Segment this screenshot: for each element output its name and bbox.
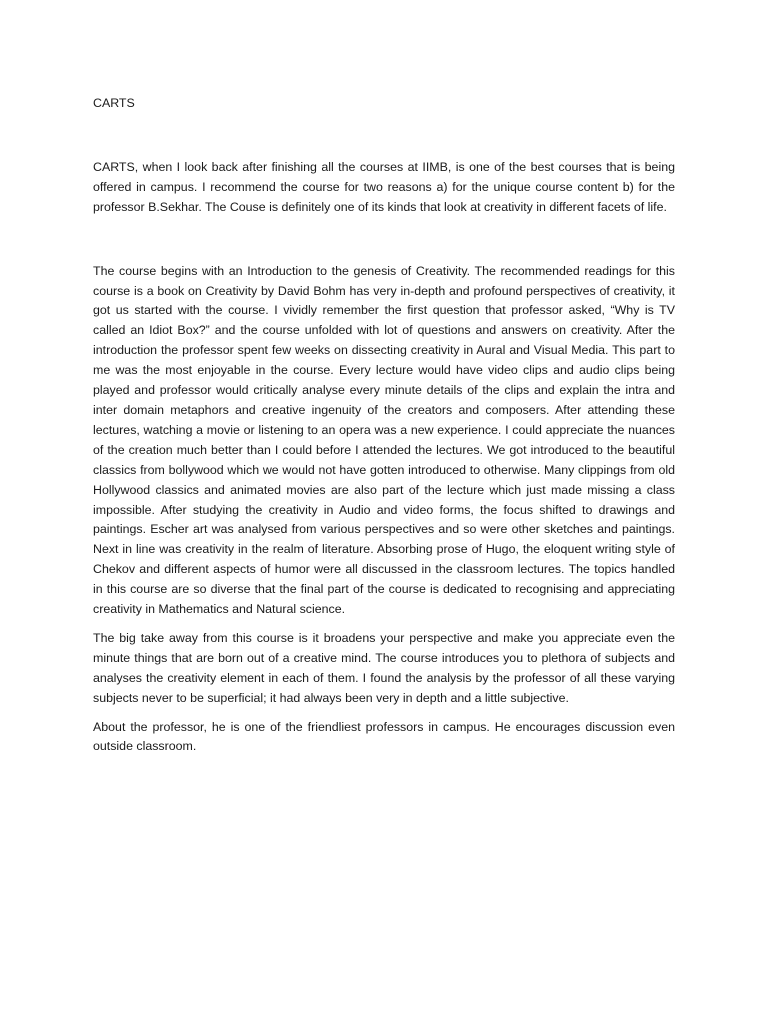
intro-paragraph: CARTS, when I look back after finishing all the courses at IIMB, is one of the best courses that is being offered in campus. I recommend the course for two reasons a) for the unique course content b) for the professor B.Sekhar. The Couse is definitely one of its kinds that look at creativity in different facets of life. xyxy=(93,159,675,214)
document-page xyxy=(93,94,675,757)
professor-paragraph: About the professor, he is one of the friendliest professors in campus. He encourages discussion even outside classroom. xyxy=(93,719,675,754)
takeaway-paragraph: The big take away from this course is it broadens your perspective and make you appreciate even the minute things that are born out of a creative mind. The course introduces you to plethora of subjects and analyses the creativity element in each of them. I found the analysis by the professor of all these varying subjects never to be superficial; it had always been very in depth and a little subjective. xyxy=(93,630,675,705)
course-content-paragraph: The course begins with an Introduction to the genesis of Creativity. The recommended readings for this course is a book on Creativity by David Bohm has very in-depth and profound perspectives of creativity, it got us started with the course. I vividly remember the first question that professor asked, “Why is TV called an Idiot Box?” and the course unfolded with lot of questions and answers on creativity. After the introduction the professor spent few weeks on dissecting creativity in Aural and Visual Media. This part to me was the most enjoyable in the course. Every lecture would have video clips and audio clips being played and professor would critically analyse every minute details of the clips and explain the intra and inter domain metaphors and creative ingenuity of the creators and composers. After attending these lectures, watching a movie or listening to an opera was a new experience. I could appreciate the nuances of the creation much better than I could before I attended the lectures. We got introduced to the beautiful classics from bollywood which we would not have gotten introduced to otherwise. Many clippings from old Hollywood classics and animated movies are also part of the lecture which just made missing a class impossible. After studying the creativity in Audio and video forms, the focus shifted to drawings and paintings. Escher art was analysed from various perspectives and so were other sketches and paintings. Next in line was creativity in the realm of literature. Absorbing prose of Hugo, the eloquent writing style of Chekov and different aspects of humor were all discussed in the classroom lectures. The topics handled in this course are so diverse that the final part of the course is dedicated to recognising and appreciating creativity in Mathematics and Natural science. xyxy=(93,263,675,617)
document-title: CARTS xyxy=(93,96,135,110)
